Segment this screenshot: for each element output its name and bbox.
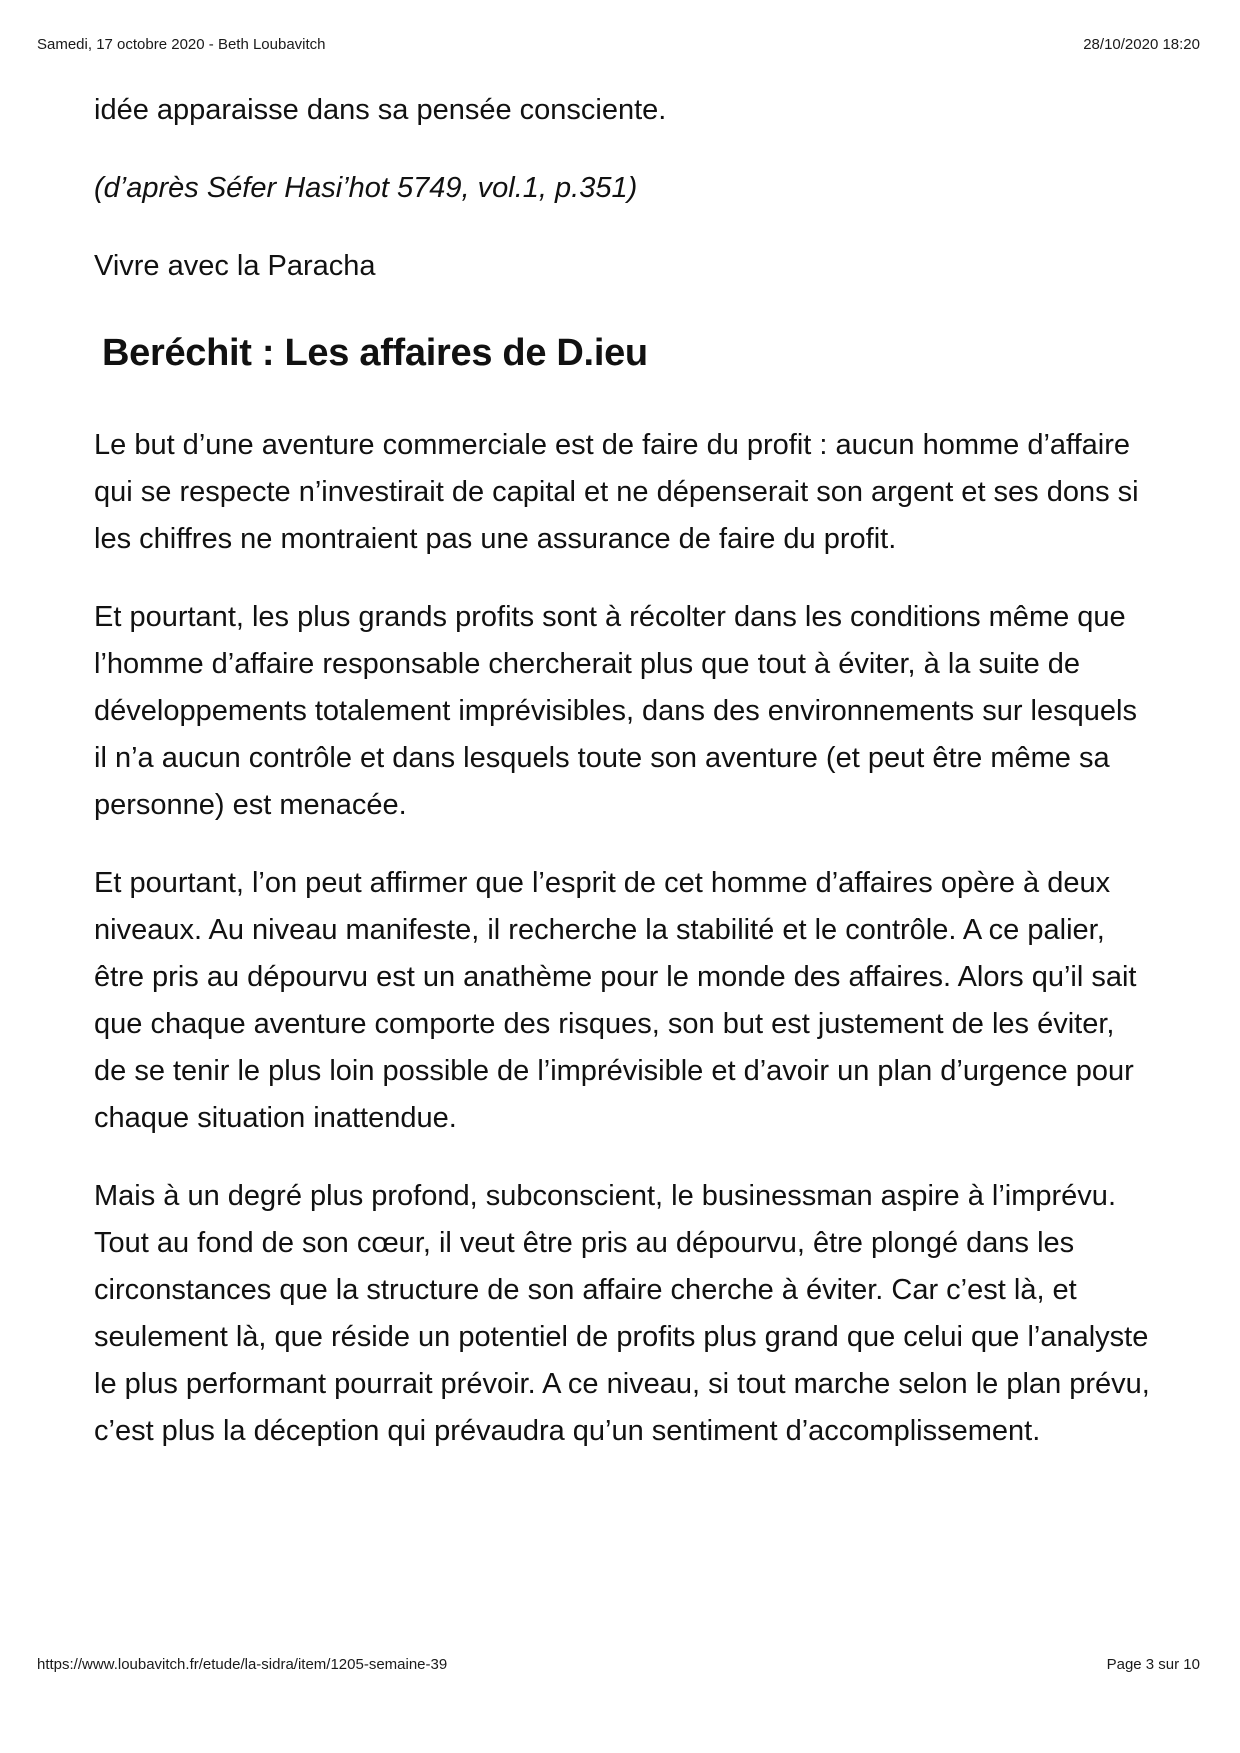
print-footer xyxy=(37,1654,1200,1674)
paragraph-4: Mais à un degré plus profond, subconscient, le businessman aspire à l’imprévu. Tout au fond de son cœur, il veut être pris au dépourvu, être plongé dans les circonstances que la structure de son affaire cherche à éviter. Car c’est là, et seulement là, que réside un potentiel de profits plus grand que celui que l’analyste le plus performant pourrait prévoir. A ce niveau, si tout marche selon le plan prévu, c’est plus la déception qui prévaudra qu’un sentiment d’accomplissement. xyxy=(94,1180,1150,1447)
paragraph-3: Et pourtant, l’on peut affirmer que l’esprit de cet homme d’affaires opère à deux niveaux. Au niveau manifeste, il recherche la stabilité et le contrôle. A ce palier, être pris au dépourvu est un anathème pour le monde des affaires. Alors qu’il sait que chaque aventure comporte des risques, son but est justement de les éviter, de se tenir le plus loin possible de l’imprévisible et d’avoir un plan d’urgence pour chaque situation inattendue. xyxy=(94,867,1137,1134)
header-print-timestamp: 28/10/2020 18:20 xyxy=(1083,35,1200,53)
article-content xyxy=(94,88,1154,1455)
article-title: Beréchit : Les affaires de D.ieu xyxy=(102,332,648,374)
section-label: Vivre avec la Paracha xyxy=(94,250,376,282)
footer-url[interactable]: https://www.loubavitch.fr/etude/la-sidra/item/1205-semaine-39 xyxy=(37,1655,448,1673)
paragraph-1: Le but d’une aventure commerciale est de faire du profit : aucun homme d’affaire qui se respecte n’investirait de capital et ne dépenserait son argent et ses dons si les chiffres ne montraient pas une assurance de faire du profit. xyxy=(94,429,1139,555)
header-date-site: Samedi, 17 octobre 2020 - Beth Loubavitch xyxy=(37,35,326,53)
footer-page-number: Page 3 sur 10 xyxy=(1106,1655,1200,1673)
intro-fragment: idée apparaisse dans sa pensée consciente. xyxy=(94,94,667,126)
paragraph-2: Et pourtant, les plus grands profits sont à récolter dans les conditions même que l’homme d’affaire responsable chercherait plus que tout à éviter, à la suite de développements totalement imprévisibles, dans des environnements sur lesquels il n’a aucun contrôle et dans lesquels toute son aventure (et peut être même sa personne) est menacée. xyxy=(94,601,1137,821)
source-reference: (d’après Séfer Hasi’hot 5749, vol.1, p.351) xyxy=(94,172,638,204)
print-header xyxy=(37,34,1200,54)
